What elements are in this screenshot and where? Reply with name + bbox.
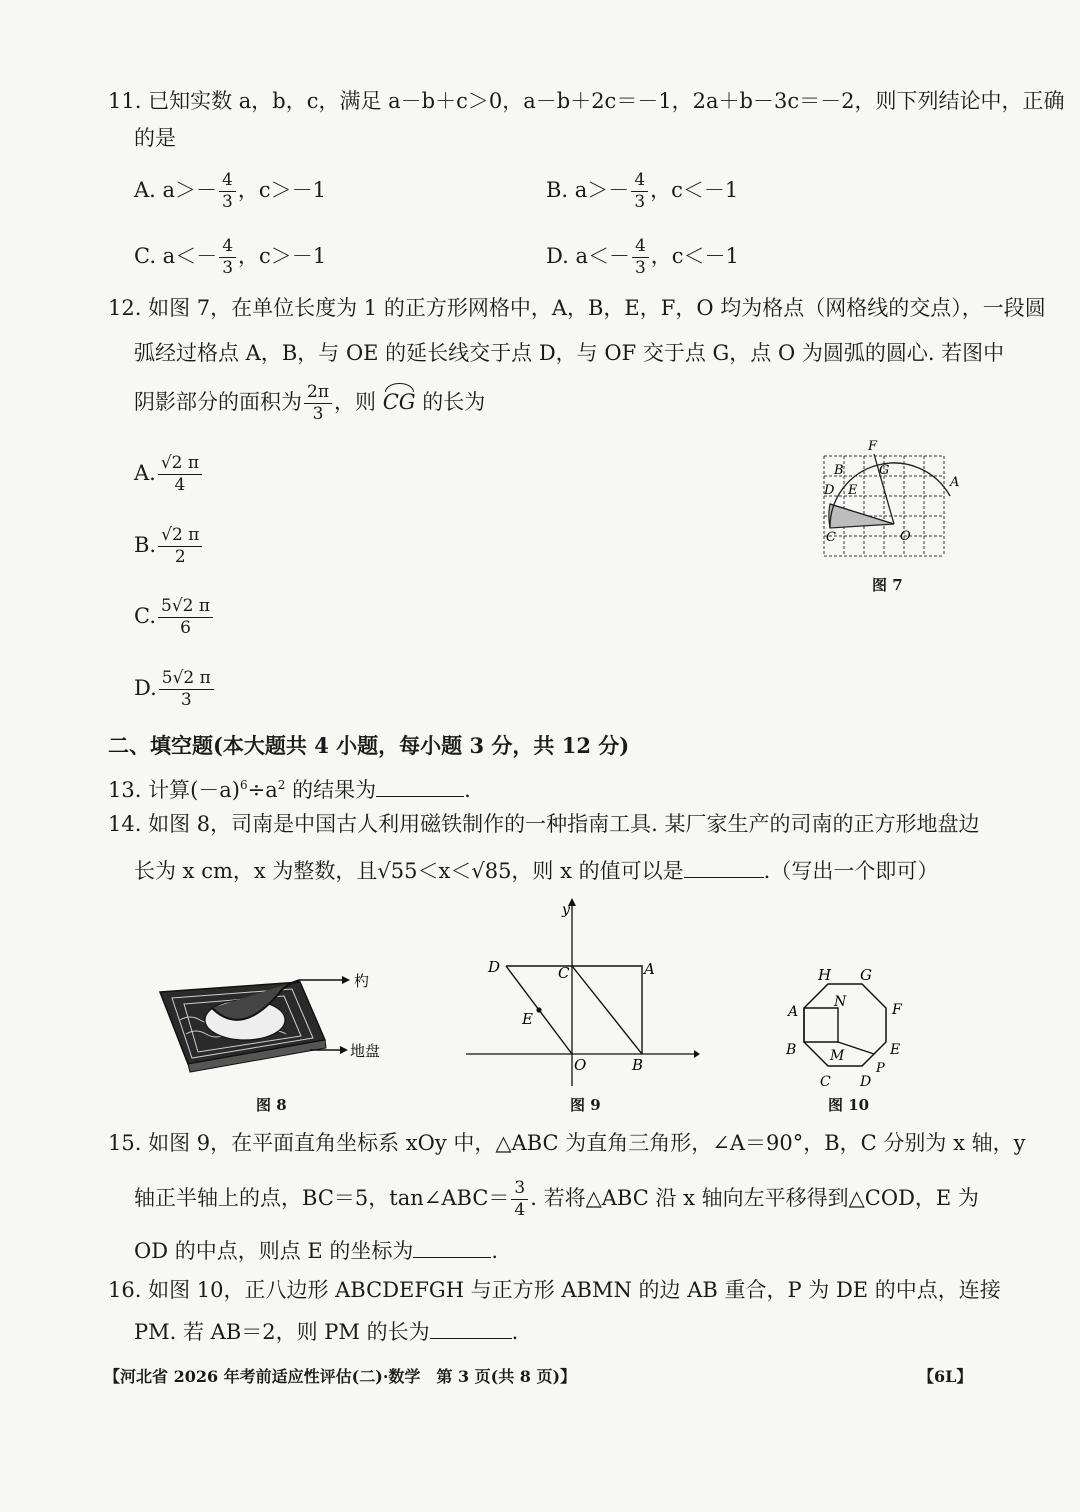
- figure-8: [150, 960, 400, 1080]
- text: 的结果为: [285, 778, 377, 802]
- segment-cb: [572, 966, 642, 1054]
- q15-line1: 15. 如图 9，在平面直角坐标系 xOy 中，△ABC 为直角三角形，∠A＝90°，B，C 分别为 x 轴，y: [108, 1131, 1026, 1155]
- text: .: [464, 778, 471, 802]
- text: 的长为: [422, 390, 486, 414]
- label-c: C: [558, 964, 570, 982]
- option-label: C.: [134, 604, 156, 628]
- fraction: $\frac{4}{3}$: [631, 172, 648, 211]
- figure-8-caption: 图 8: [256, 1096, 287, 1114]
- q12-option-c: [134, 598, 215, 637]
- q11-stem-line2: 的是: [134, 126, 176, 150]
- figure-10-caption: 图 10: [828, 1096, 870, 1114]
- q13: [108, 770, 471, 805]
- q12-option-b: [134, 527, 204, 566]
- label-a: A: [950, 475, 960, 490]
- q11-option-a: [134, 172, 326, 211]
- figure-10: [780, 962, 920, 1092]
- answer-blank: [684, 877, 764, 878]
- option-text: ，c＜－1: [650, 244, 739, 268]
- figure-7: [810, 436, 970, 576]
- q12-option-d: [134, 670, 216, 709]
- option-text: ，c＞－1: [238, 244, 327, 268]
- label-a: A: [644, 960, 655, 978]
- label-spoon: 杓: [354, 972, 370, 990]
- arc-cg: CG: [383, 387, 416, 417]
- q14-line2: [134, 856, 938, 886]
- q14-line1: 14. 如图 8，司南是中国古人利用磁铁制作的一种指南工具. 某厂家生产的司南的正方形地盘边: [108, 812, 980, 836]
- option-text: ，c＜－1: [650, 178, 739, 202]
- exponent: 2: [277, 778, 286, 792]
- label-e: E: [522, 1010, 533, 1028]
- text: PM. 若 AB＝2，则 PM 的长为: [134, 1320, 430, 1344]
- q12-line2: 弧经过格点 A，B，与 OE 的延长线交于点 D，与 OF 交于点 G，点 O 为圆弧的圆心. 若图中: [134, 341, 1005, 365]
- q11-stem-line1: 11. 已知实数 a，b，c，满足 a－b＋c＞0，a－b＋2c＝－1，2a＋b－3c＝－2，则下列结论中，正确: [108, 89, 1065, 113]
- text: ，则: [334, 390, 376, 414]
- text: .: [491, 1239, 499, 1263]
- text: .（写出一个即可）: [763, 859, 939, 883]
- q16-line1: 16. 如图 10，正八边形 ABCDEFGH 与正方形 ABMN 的边 AB 重合，P 为 DE 的中点，连接: [108, 1278, 1001, 1302]
- option-label: A.: [134, 461, 156, 485]
- figure-7-caption: 图 7: [872, 576, 903, 594]
- q11-option-c: [134, 238, 326, 277]
- label-o: O: [900, 529, 911, 544]
- q12-option-a: [134, 455, 204, 494]
- label-h: H: [818, 966, 832, 984]
- label-e: E: [848, 483, 858, 498]
- figure-9-caption: 图 9: [570, 1096, 601, 1114]
- fraction: $\frac{√2 \pi}{4}$: [158, 455, 202, 494]
- fraction: $\frac{5√2 \pi}{3}$: [159, 670, 214, 709]
- section-heading: 二、填空题(本大题共 4 小题，每小题 3 分，共 12 分): [108, 733, 630, 758]
- label-d: D: [860, 1074, 872, 1090]
- label-d: D: [824, 483, 835, 498]
- option-text: D. a＜－: [546, 244, 630, 268]
- text: . 若将△ABC 沿 x 轴向左平移得到△COD，E 为: [530, 1186, 979, 1210]
- answer-blank: [430, 1338, 512, 1339]
- q16-line2: [134, 1317, 518, 1347]
- label-c: C: [826, 530, 836, 545]
- label-b: B: [632, 1056, 644, 1074]
- label-f: F: [868, 439, 878, 454]
- answer-blank: [413, 1257, 491, 1258]
- footer-left: 【河北省 2026 年考前适应性评估(二)·数学 第 3 页(共 8 页)】: [104, 1367, 577, 1386]
- fraction: $\frac{4}{3}$: [219, 238, 236, 277]
- option-label: D.: [134, 676, 157, 700]
- q11-option-d: [546, 238, 739, 277]
- label-a: A: [788, 1004, 799, 1020]
- text: .: [511, 1320, 519, 1344]
- text: 阴影部分的面积为: [134, 390, 302, 414]
- point-e: [536, 1007, 541, 1012]
- exponent: 6: [239, 778, 248, 792]
- label-f: F: [892, 1002, 902, 1018]
- fraction: $\frac{4}{3}$: [219, 172, 236, 211]
- answer-blank: [376, 796, 464, 797]
- q11-option-b: [546, 172, 738, 211]
- text: 轴正半轴上的点，BC＝5，tan∠ABC＝: [134, 1186, 510, 1210]
- label-o: O: [574, 1056, 587, 1074]
- label-g: G: [860, 966, 872, 984]
- q12-line3: [134, 384, 485, 423]
- fraction: $\frac{5√2 \pi}{6}$: [158, 598, 213, 637]
- tan-fraction: $\frac{3}{4}$: [511, 1180, 528, 1219]
- option-label: B.: [134, 533, 157, 557]
- text: OD 的中点，则点 E 的坐标为: [134, 1239, 414, 1263]
- label-d: D: [488, 958, 501, 976]
- text: 13. 计算(－a): [108, 778, 240, 802]
- q12-line1: 12. 如图 7，在单位长度为 1 的正方形网格中，A，B，E，F，O 均为格点（网格线的交点），一段圆: [108, 296, 1046, 320]
- option-text: A. a＞－: [134, 178, 218, 202]
- label-n: N: [834, 994, 847, 1010]
- fraction: $\frac{√2 \pi}{2}$: [158, 527, 202, 566]
- label-b: B: [834, 463, 844, 478]
- figure-9: [460, 898, 700, 1088]
- label-e: E: [890, 1042, 901, 1058]
- square-abmn: [804, 1008, 838, 1042]
- text: 长为 x cm，x 为整数，且√55＜x＜√85，则 x 的值可以是: [134, 859, 684, 883]
- label-g: G: [879, 463, 890, 478]
- option-text: C. a＜－: [134, 244, 218, 268]
- label-b: B: [786, 1042, 797, 1058]
- fraction: $\frac{4}{3}$: [632, 238, 649, 277]
- label-base: 地盘: [350, 1042, 381, 1060]
- footer-right: 【6L】: [918, 1367, 973, 1386]
- q15-line3: [134, 1236, 498, 1266]
- label-p: P: [876, 1061, 885, 1076]
- option-text: B. a＞－: [546, 178, 630, 202]
- label-m: M: [830, 1048, 845, 1064]
- label-y: y: [562, 902, 570, 918]
- option-text: ，c＞－1: [237, 178, 326, 202]
- area-fraction: $\frac{2\pi}{3}$: [304, 384, 332, 423]
- label-c: C: [820, 1074, 831, 1090]
- q15-line2: [134, 1180, 979, 1219]
- text: ÷a: [247, 778, 278, 802]
